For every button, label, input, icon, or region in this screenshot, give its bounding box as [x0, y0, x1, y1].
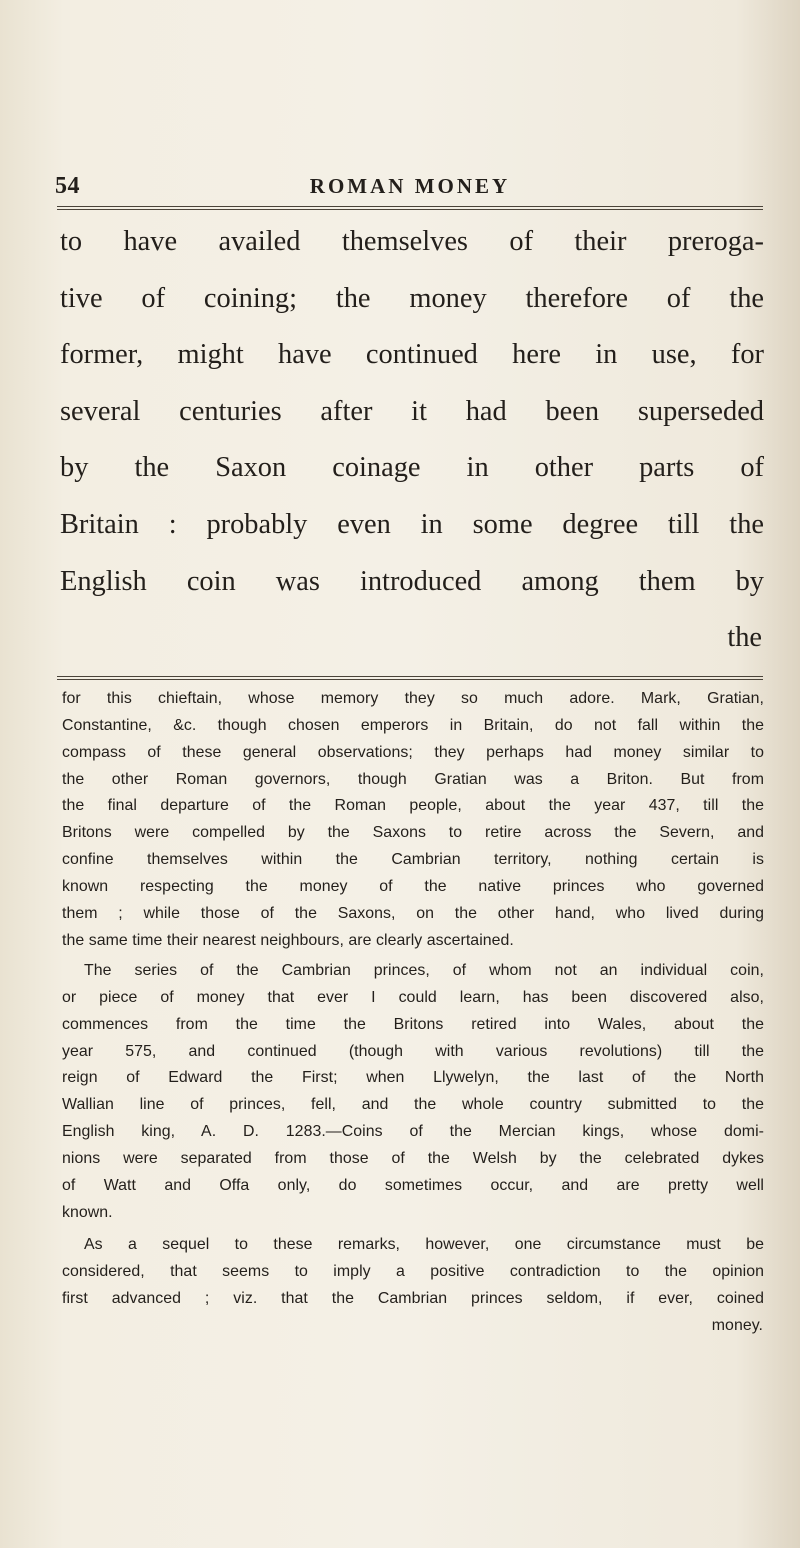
body-line: by the Saxon coinage in other parts of — [60, 452, 764, 484]
page-header — [55, 173, 765, 209]
body-line: tive of coining; the money therefore of the — [60, 282, 764, 314]
footnote-line: reign of Edward the First; when Llywelyn, the last of the North — [62, 1069, 764, 1087]
main-body-text — [60, 214, 764, 667]
body-line: Britain : probably even in some degree till the — [60, 508, 764, 540]
footnote-rule — [57, 676, 763, 680]
footnote-line: first advanced ; viz. that the Cambrian princes seldom, if ever, coined — [62, 1289, 764, 1307]
header-rule — [57, 206, 763, 210]
body-line: to have availed themselves of their preroga- — [60, 226, 764, 257]
footnote-line: the other Roman governors, though Gratian was a Briton. But from — [62, 770, 764, 788]
footnote-line: The series of the Cambrian princes, of whom not an individual coin, — [84, 962, 764, 979]
page-number: 54 — [55, 173, 80, 199]
footnote-paragraph-2 — [62, 958, 764, 1226]
footnote-paragraph-3 — [62, 1232, 764, 1339]
footnote-line: Constantine, &c. though chosen emperors in Britain, do not fall within the — [62, 716, 764, 734]
footnote-line: considered, that seems to imply a positive contradiction to the opinion — [62, 1262, 764, 1280]
footnote-line: known respecting the money of the native princes who governed — [62, 877, 764, 895]
footnote-line: English king, A. D. 1283.—Coins of the Mercian kings, whose domi- — [62, 1123, 764, 1141]
body-line: former, might have continued here in use, for — [60, 339, 764, 371]
body-line: several centuries after it had been superseded — [60, 395, 764, 427]
footnote-line: compass of these general observations; they perhaps had money similar to — [62, 743, 764, 761]
footnote-line: As a sequel to these remarks, however, one circumstance must be — [84, 1236, 764, 1253]
footnote-line: nions were separated from those of the Welsh by the celebrated dykes — [62, 1149, 764, 1167]
footnote-line: of Watt and Offa only, do sometimes occur, and are pretty well — [62, 1176, 764, 1194]
footnote-line: Wallian line of princes, fell, and the whole country submitted to the — [62, 1096, 764, 1114]
footnote-line: commences from the time the Britons retired into Wales, about the — [62, 1015, 764, 1033]
catchword: the — [727, 622, 762, 654]
footnote-line: the final departure of the Roman people, about the year 437, till the — [62, 797, 764, 815]
footnote-line: Britons were compelled by the Saxons to retire across the Severn, and — [62, 824, 764, 842]
footnote-line: confine themselves within the Cambrian territory, nothing certain is — [62, 851, 764, 869]
body-line: English coin was introduced among them by — [60, 565, 764, 597]
footnote-line: for this chieftain, whose memory they so much adore. Mark, Gratian, — [62, 690, 764, 707]
footnote-line: known. — [62, 1203, 113, 1221]
footnote-line: the same time their nearest neighbours, are clearly ascertained. — [62, 931, 514, 949]
footnote-paragraph-1 — [62, 686, 764, 954]
footnote-line: year 575, and continued (though with various revolutions) till the — [62, 1042, 764, 1060]
footnote-catchword: money. — [711, 1316, 763, 1334]
footnote-line: them ; while those of the Saxons, on the other hand, who lived during — [62, 904, 764, 922]
footnote-line: or piece of money that ever I could learn, has been discovered also, — [62, 988, 764, 1006]
running-title: ROMAN MONEY — [309, 174, 511, 198]
